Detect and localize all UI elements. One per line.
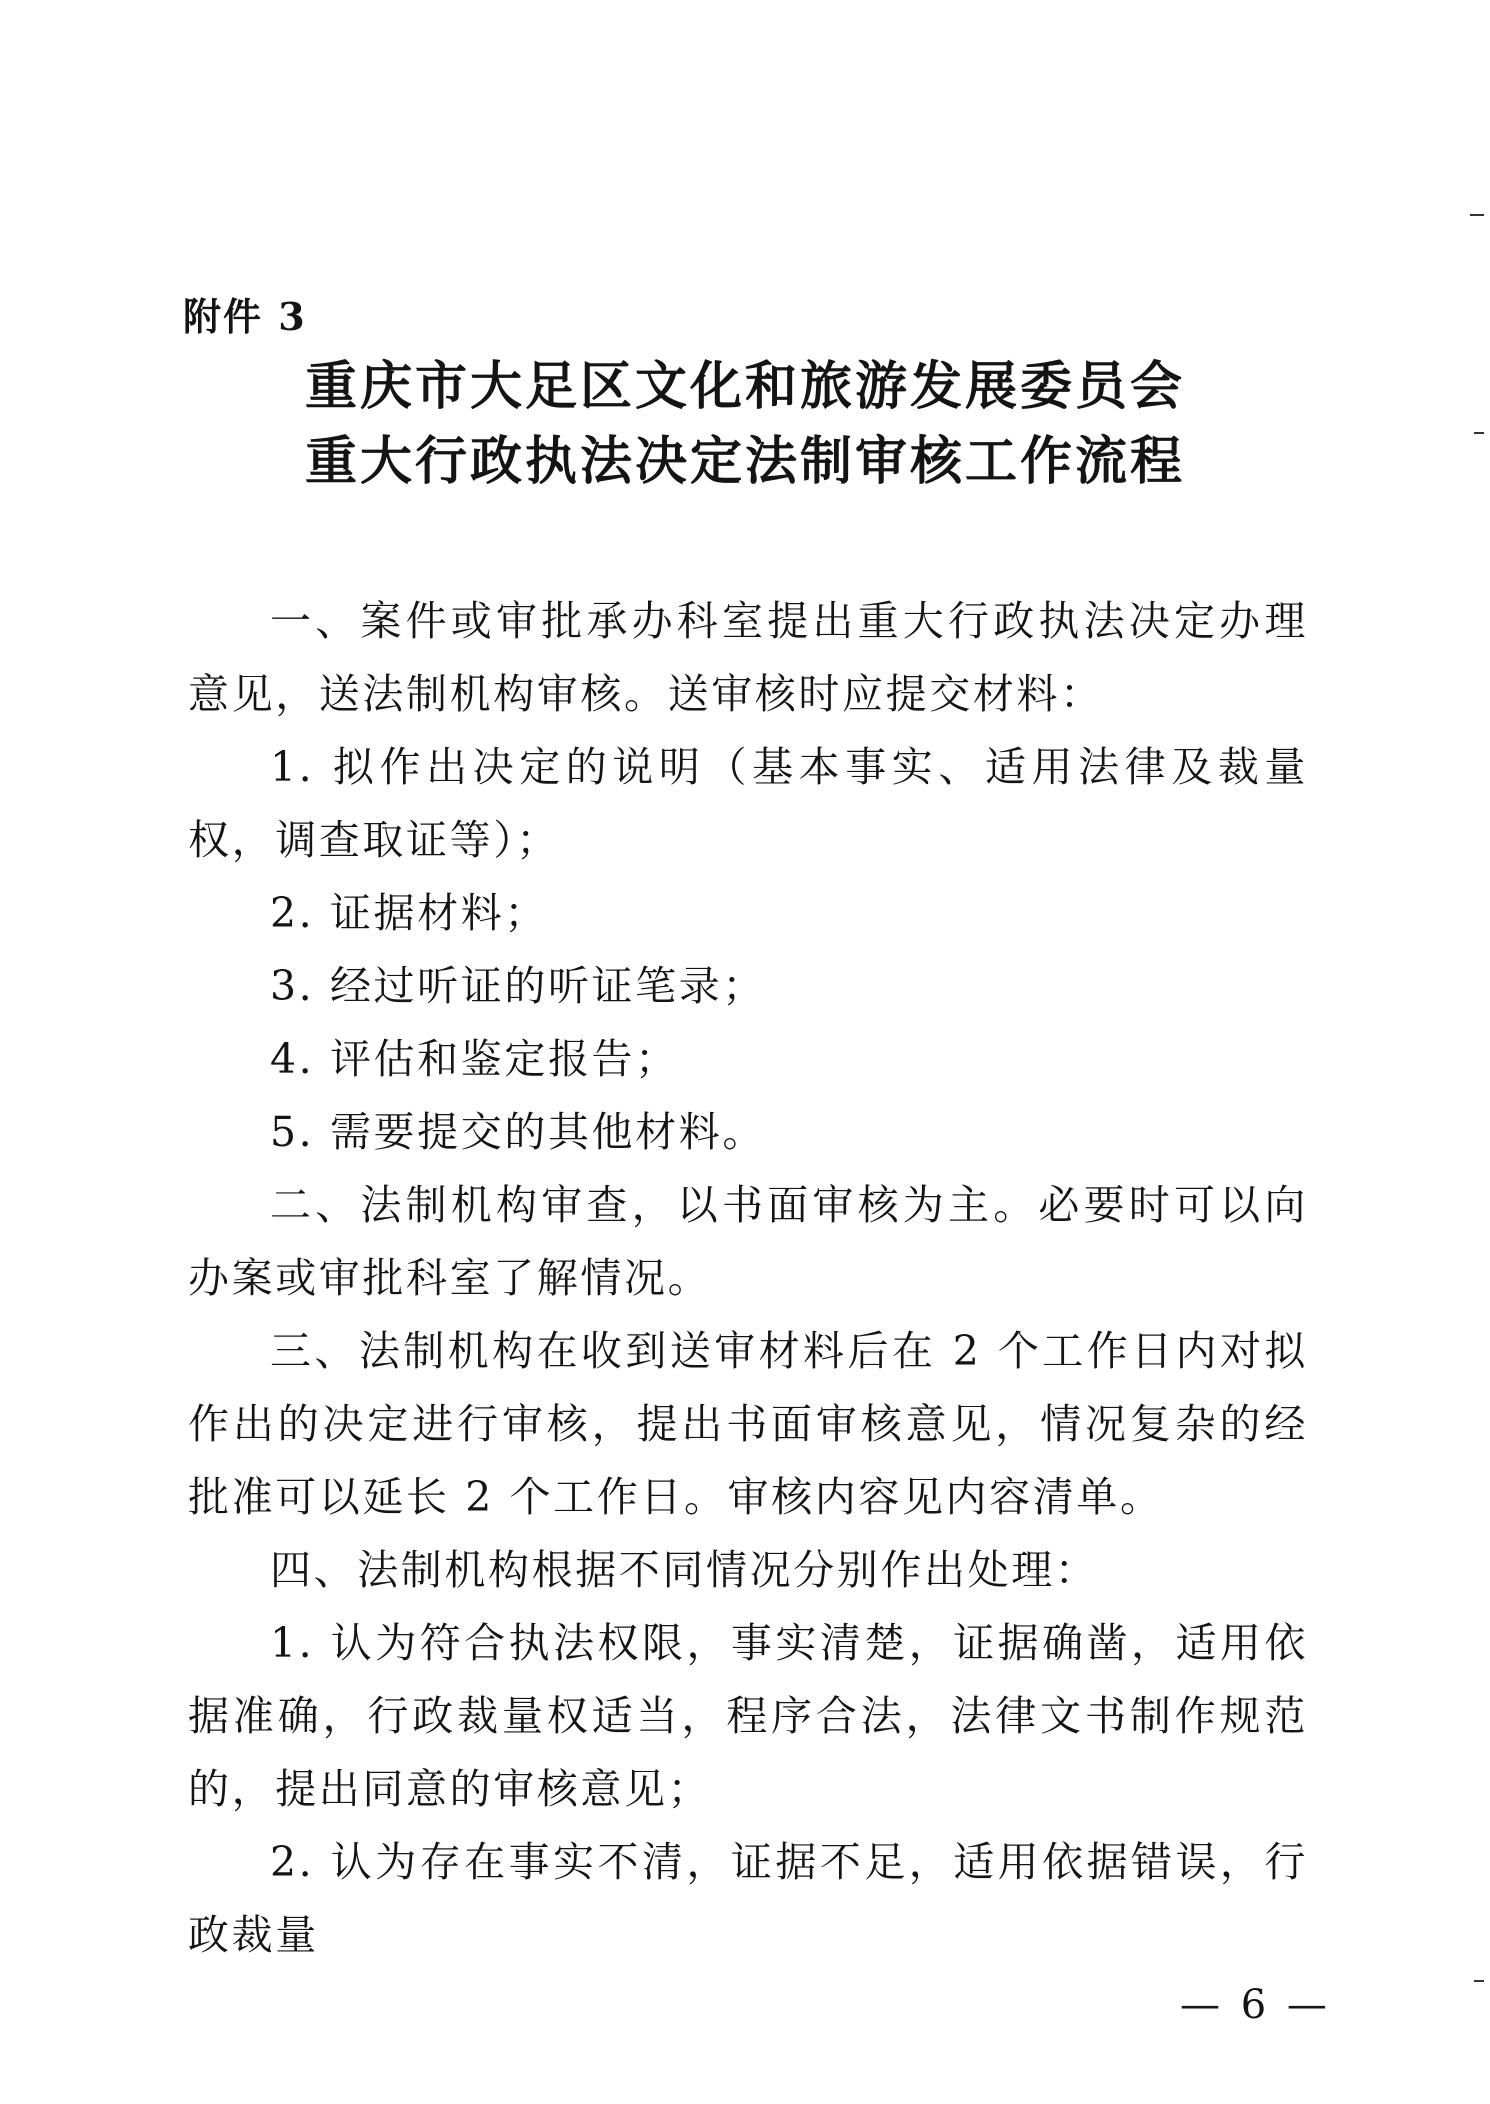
document-body <box>188 585 1308 1972</box>
paragraph-item-1-4: 4. 评估和鉴定报告； <box>270 1035 679 1083</box>
paragraph-item-1-2: 2. 证据材料； <box>270 889 548 937</box>
edge-mark <box>1474 1980 1484 1982</box>
paragraph-section-1: 一、案件或审批承办科室提出重大行政执法决定办理意见，送法制机构审核。送审核时应提交材料： <box>188 597 1308 718</box>
paragraph-item-4-2: 2. 认为存在事实不清，证据不足，适用依据错误，行政裁量 <box>188 1838 1308 1959</box>
paragraph-item-1-5: 5. 需要提交的其他材料。 <box>270 1108 766 1156</box>
paragraph-item-1-1: 1. 拟作出决定的说明（基本事实、适用法律及裁量权，调查取证等）； <box>188 743 1308 864</box>
paragraph-section-3: 三、法制机构在收到送审材料后在 2 个工作日内对拟作出的决定进行审核，提出书面审核意见，情况复杂的经批准可以延长 2 个工作日。审核内容见内容清单。 <box>188 1327 1308 1521</box>
paragraph-item-1-3: 3. 经过听证的听证笔录； <box>270 962 766 1010</box>
paragraph-section-4: 四、法制机构根据不同情况分别作出处理： <box>270 1546 1099 1594</box>
paragraph-item-4-1: 1. 认为符合执法权限，事实清楚，证据确凿，适用依据准确，行政裁量权适当，程序合法，法律文书制作规范的，提出同意的审核意见； <box>188 1619 1308 1813</box>
edge-mark <box>1474 432 1484 434</box>
attachment-label: 附件 3 <box>183 294 307 339</box>
page-number: — 6 — <box>1180 1982 1331 2028</box>
document-title-line-1: 重庆市大足区文化和旅游发展委员会 <box>304 357 1185 417</box>
document-title-line-2: 重大行政执法决定法制审核工作流程 <box>304 432 1185 492</box>
edge-mark <box>1470 214 1484 216</box>
paragraph-section-2: 二、法制机构审查，以书面审核为主。必要时可以向办案或审批科室了解情况。 <box>188 1181 1308 1302</box>
